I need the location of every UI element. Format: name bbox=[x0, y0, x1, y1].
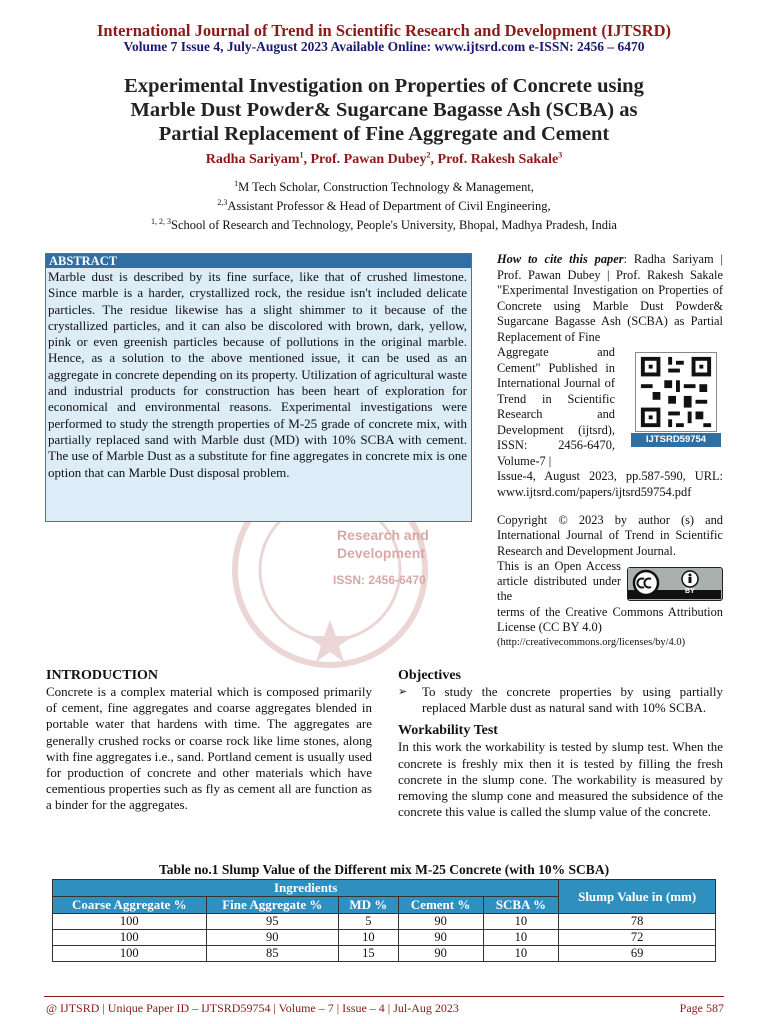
affiliation bbox=[0, 218, 768, 233]
table-cell: 100 bbox=[53, 930, 207, 946]
table-cell: 100 bbox=[53, 914, 207, 930]
abstract-text: Marble dust is described by its fine surface, like that of crushed limestone. Since marble is a harder, crystallized rock, the residue isn't included delicate particles. The residue likewise has a slight shimmer to it because of the crystallized particles, and it can also be discolored with brown, dark, yellow, pink or even greenish particles because of pollutions in the original marble. Hence, as a solution to the above mentioned issue, it can be used as an aggregate in concrete depending on its property. Utilization of agricultural waste and industrial products for construction has been heart of exploration for economical and environmental reasons. Experimental investigations were performed to study the strength properties of M-25 grade of concrete mix, with partially replaced sand with Marble dust (MD) with 10% SCBA with cement. The use of Marble Dust as a substitute for fine aggregates in concrete mix is one option that can Marble Dust disposal problem. bbox=[48, 269, 467, 480]
table-cell: 69 bbox=[559, 946, 716, 962]
objective-item bbox=[398, 684, 723, 716]
footer-divider bbox=[44, 996, 724, 997]
table-cell: 10 bbox=[339, 930, 399, 946]
author-sup: 1 bbox=[299, 150, 304, 160]
journal-title: International Journal of Trend in Scientific Research and Development (IJTSRD) bbox=[97, 21, 671, 40]
journal-issue-line: Volume 7 Issue 4, July-August 2023 Available Online: www.ijtsrd.com e-ISSN: 2456 – 6470 bbox=[123, 39, 645, 54]
page-number: Page 587 bbox=[679, 1001, 724, 1015]
citation-text-end: Issue-4, August 2023, pp.587-590, URL: www.ijtsrd.com/papers/ijtsrd59754.pdf bbox=[497, 469, 723, 499]
column-header: Cement % bbox=[398, 897, 483, 914]
column-header: Coarse Aggregate % bbox=[53, 897, 207, 914]
copyright-text-narrow: This is an Open Access article distributed under the bbox=[497, 558, 621, 604]
table-cell: 10 bbox=[483, 946, 559, 962]
table-title: Table no.1 Slump Value of the Different mix M-25 Concrete (with 10% SCBA) bbox=[158, 862, 610, 877]
objectives-section bbox=[398, 667, 723, 820]
affiliation bbox=[0, 180, 768, 195]
cc-by-license-badge[interactable] bbox=[627, 567, 723, 601]
watermark-issn: ISSN: 2456-6470 bbox=[333, 573, 426, 587]
author-sup: 3 bbox=[558, 150, 563, 160]
copyright-text-end: terms of the Creative Commons Attribution License (CC BY 4.0) bbox=[497, 604, 723, 635]
introduction-heading: INTRODUCTION bbox=[46, 668, 159, 683]
slump-header: Slump Value in (mm) bbox=[559, 880, 716, 914]
abstract-heading: ABSTRACT bbox=[46, 254, 471, 268]
copyright-text: Copyright © 2023 by author (s) and International Journal of Trend in Scientific Research and Development Journal. bbox=[497, 513, 723, 558]
introduction-section bbox=[46, 667, 372, 814]
table-cell: 15 bbox=[339, 946, 399, 962]
table-row bbox=[53, 930, 716, 946]
cc-badge-label: BY bbox=[685, 588, 695, 595]
watermark-text: Development bbox=[337, 545, 425, 561]
table-cell: 85 bbox=[206, 946, 338, 962]
qr-label: IJTSRD59754 bbox=[631, 433, 721, 447]
author-name: Radha Sariyam bbox=[205, 152, 300, 167]
author-name: Prof. Rakesh Sakale bbox=[437, 152, 559, 167]
table-cell: 95 bbox=[206, 914, 338, 930]
table-cell: 90 bbox=[398, 946, 483, 962]
table-cell: 90 bbox=[398, 930, 483, 946]
introduction-text: Concrete is a complex material which is composed primarily of cement, fine aggregates and coarse aggregates blended in portable water that hardens with time. The aggregates are generally crushed rocks or coarse rock like lime stones, along with fine aggregates i.e., sand. Portland cement is usually used for production of concrete and other materials which have cementious properties such as fly as cement all are function as a binder for the aggregates. bbox=[46, 684, 373, 813]
paper-title-line: Partial Replacement of Fine Aggregate and Cement bbox=[158, 123, 610, 145]
table-cell: 5 bbox=[339, 914, 399, 930]
table-cell: 78 bbox=[559, 914, 716, 930]
table-cell: 10 bbox=[483, 914, 559, 930]
table-cell: 72 bbox=[559, 930, 716, 946]
table-header-row bbox=[53, 880, 716, 897]
objectives-heading: Objectives bbox=[398, 668, 461, 683]
table-row bbox=[53, 946, 716, 962]
table-row bbox=[53, 914, 716, 930]
page-footer bbox=[46, 1001, 724, 1016]
paper-title-line: Marble Dust Powder& Sugarcane Bagasse Ash (SCBA) as bbox=[130, 99, 638, 121]
citation-label: How to cite this paper bbox=[497, 252, 624, 266]
table-cell: 90 bbox=[206, 930, 338, 946]
affiliation-text: School of Research and Technology, People's University, Bhopal, Madhya Pradesh, India bbox=[171, 218, 617, 232]
watermark-text: Research and bbox=[337, 527, 429, 543]
affiliation-sup: 1 bbox=[234, 178, 239, 188]
table-cell: 100 bbox=[53, 946, 207, 962]
citation-text: : Radha Sariyam | Prof. Pawan Dubey | Prof. Rakesh Sakale "Experimental Investigation on Properties of Concrete using Marble Dust Powder& Sugarcane Bagasse Ash (SCBA) as Partial Replacement of Fine bbox=[497, 252, 723, 344]
qr-code-icon bbox=[635, 352, 717, 432]
author-name: Prof. Pawan Dubey bbox=[310, 152, 427, 167]
qr-code[interactable] bbox=[631, 352, 721, 448]
license-url[interactable]: (http://creativecommons.org/licenses/by/4.0) bbox=[497, 637, 686, 649]
affiliation-sup: 2,3 bbox=[217, 197, 228, 207]
abstract-box bbox=[45, 253, 472, 522]
workability-text: In this work the workability is tested by slump test. When the concrete is freshly mix then it is tested by filling the fresh concrete in the slump cone. The workability is measured by removing the slump cone and measured the subsidence of the concrete this value is called the slump value of the concrete. bbox=[398, 739, 723, 820]
slump-table bbox=[52, 879, 716, 962]
ingredients-header: Ingredients bbox=[53, 880, 559, 897]
paper-title-line: Experimental Investigation on Properties of Concrete using bbox=[124, 75, 644, 97]
footer-info: @ IJTSRD | Unique Paper ID – IJTSRD59754 | Volume – 7 | Issue – 4 | Jul-Aug 2023 bbox=[46, 1001, 459, 1015]
author-list: Radha Sariyam$^1$, Prof. Pawan Dubey$^2$, Prof. Rakesh Sakale$^3$ bbox=[205, 150, 563, 167]
affiliation-sup: 1, 2, 3 bbox=[151, 216, 172, 226]
objective-text: To study the concrete properties by using partially replaced Marble dust as natural sand with 10% SCBA. bbox=[422, 684, 723, 716]
author-sup: 2 bbox=[426, 150, 431, 160]
affiliation-text: M Tech Scholar, Construction Technology & Management, bbox=[238, 180, 534, 194]
affiliation bbox=[0, 199, 768, 214]
citation-text-narrow: Aggregate and Cement" Published in International Journal of Trend in Scientific Research and Development (ijtsrd), ISSN: 2456-6470, Volume-7 | bbox=[497, 345, 615, 468]
workability-heading: Workability Test bbox=[398, 723, 498, 739]
column-header: MD % bbox=[339, 897, 399, 914]
affiliation-text: Assistant Professor & Head of Department of Civil Engineering, bbox=[227, 199, 551, 213]
arrow-bullet-icon: ➢ bbox=[398, 685, 408, 698]
table-cell: 90 bbox=[398, 914, 483, 930]
column-header: SCBA % bbox=[483, 897, 559, 914]
paper-title bbox=[40, 74, 728, 146]
table-cell: 10 bbox=[483, 930, 559, 946]
column-header: Fine Aggregate % bbox=[206, 897, 338, 914]
